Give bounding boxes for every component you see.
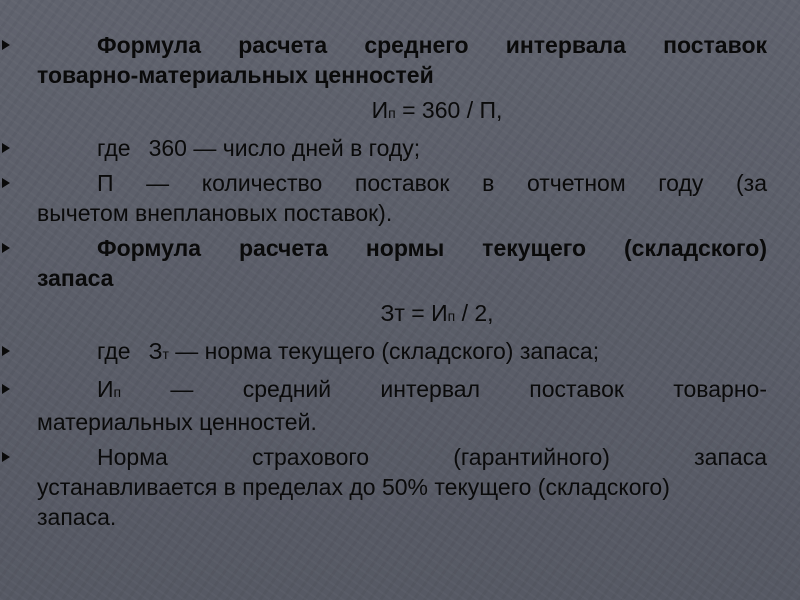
safety-stock-line2: устанавливается в пределах до 50% текущего (складского) (37, 474, 670, 500)
definition-360-text: 360 — число дней в году; (148, 135, 421, 161)
formula-stock-lhs: Зт = И (380, 300, 448, 326)
definition-interval-line2: материальных ценностей. (37, 409, 317, 435)
safety-stock-note (37, 442, 767, 532)
bullet-arrow-icon (2, 243, 10, 253)
definition-current-stock-text: — норма текущего (складского) запаса; (168, 338, 600, 364)
definition-interval-symbol: И (97, 376, 114, 402)
definition-deliveries-count (37, 168, 767, 228)
heading-interval-formula (37, 30, 767, 90)
bullet-arrow-icon (2, 143, 10, 153)
safety-stock-line3: запаса. (37, 504, 117, 530)
heading-stock-line1: Формула расчета нормы текущего (складского) (97, 235, 767, 261)
definition-average-interval (37, 374, 767, 437)
definition-interval-sub: п (113, 384, 122, 400)
heading-interval-line2: товарно-материальных ценностей (37, 62, 434, 88)
definition-deliveries-line2: вычетом внеплановых поставок). (37, 200, 393, 226)
bullet-arrow-icon (2, 40, 10, 50)
definition-current-stock-sub: т (162, 346, 169, 362)
bullet-arrow-icon (2, 346, 10, 356)
bullet-arrow-icon (2, 452, 10, 462)
definition-360-prefix: где (97, 135, 131, 161)
definition-current-stock-prefix: где (97, 338, 131, 364)
formula-stock-rhs: / 2, (455, 300, 494, 326)
formula-stock-sub: п (447, 308, 456, 324)
formula-interval-lhs-sub: п (388, 105, 396, 121)
heading-stock-norm-formula (37, 233, 767, 293)
formula-interval-lhs: И (371, 97, 389, 123)
bullet-arrow-icon (2, 384, 10, 394)
heading-stock-line2: запаса (37, 265, 114, 291)
definition-deliveries-line1: П — количество поставок в отчетном году (за (97, 170, 767, 196)
definition-interval-line1 (37, 374, 767, 407)
safety-stock-line1: Норма страхового (гарантийного) запаса (97, 444, 767, 470)
definition-interval-text: — средний интервал поставок товарно- (121, 376, 767, 402)
formula-interval (37, 95, 767, 128)
slide-content (37, 30, 767, 537)
bullet-arrow-icon (2, 178, 10, 188)
definition-360 (37, 133, 767, 163)
formula-interval-rhs: = 360 / П, (395, 97, 503, 123)
definition-current-stock-symbol: З (148, 338, 163, 364)
heading-interval-line1: Формула расчета среднего интервала поставок (97, 32, 767, 58)
definition-current-stock (37, 336, 767, 369)
formula-stock-norm (37, 298, 767, 331)
